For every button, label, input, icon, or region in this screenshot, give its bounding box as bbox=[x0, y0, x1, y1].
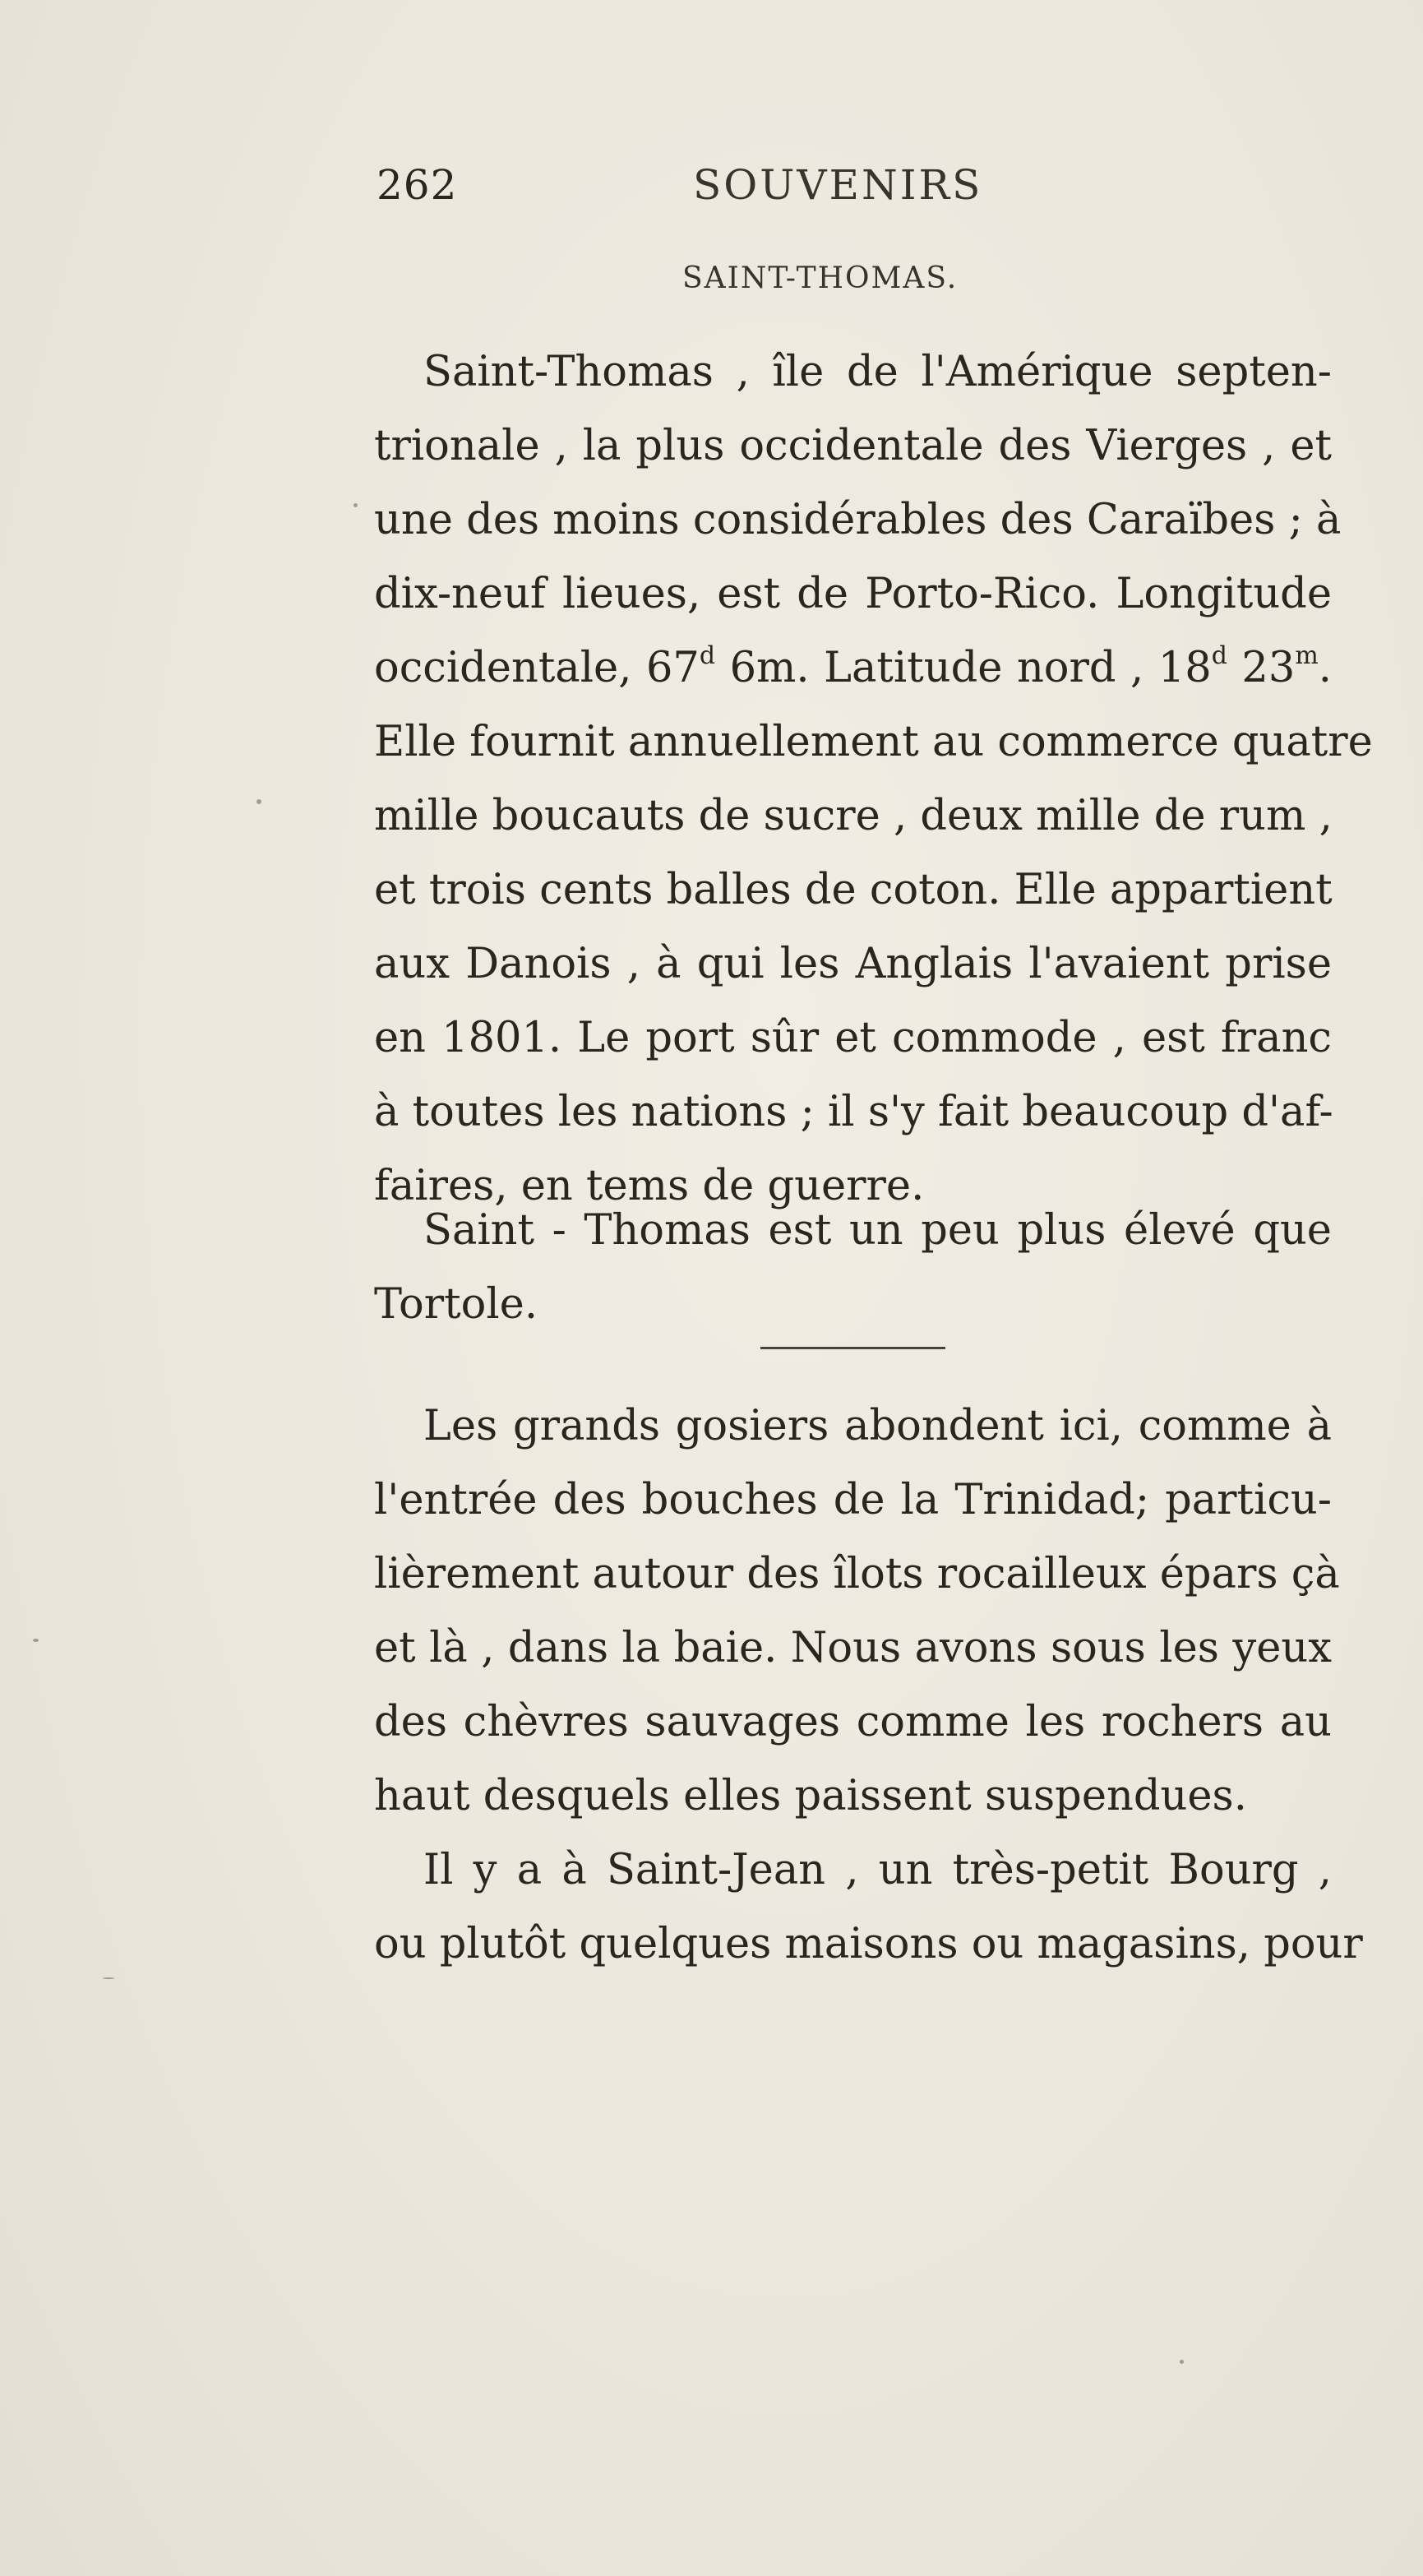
text-line: et trois cents balles de coton. Elle appartient bbox=[374, 866, 1333, 914]
text-line: lièrement autour des îlots rocailleux épars çà bbox=[374, 1550, 1340, 1598]
text-line: Saint - Thomas est un peu plus élevé que bbox=[423, 1206, 1332, 1255]
text-line: Elle fournit annuellement au commerce quatre bbox=[374, 718, 1373, 766]
minute-mark: m bbox=[1295, 641, 1319, 670]
text-line: trionale , la plus occidentale des Vierges , et bbox=[374, 422, 1332, 470]
paragraph-elevation bbox=[374, 1194, 1332, 1342]
text-line: l'entrée des bouches de la Trinidad; particu- bbox=[374, 1476, 1332, 1524]
section-heading: SAINT-THOMAS. bbox=[682, 261, 959, 295]
section-divider bbox=[760, 1347, 945, 1349]
paper-speck bbox=[103, 1977, 114, 1979]
text-line: Il y a à Saint-Jean , un très-petit Bourg , bbox=[423, 1846, 1332, 1894]
text-line: dix-neuf lieues, est de Porto-Rico. Longitude bbox=[374, 570, 1332, 618]
longitude-text: occidentale, 67 bbox=[374, 644, 700, 692]
text-line-coordinates bbox=[374, 631, 1332, 705]
text-line: en 1801. Le port sûr et commode , est franc bbox=[374, 1014, 1332, 1062]
text-line: des chèvres sauvages comme les rochers au bbox=[374, 1698, 1332, 1746]
paper-speck bbox=[1180, 2360, 1184, 2364]
paragraph-saint-thomas-description bbox=[374, 335, 1373, 1223]
paragraph-saint-jean bbox=[374, 1834, 1363, 1982]
text-line: Les grands gosiers abondent ici, comme à bbox=[423, 1402, 1332, 1450]
latitude-text: 6m. Latitude nord , 18 bbox=[715, 644, 1212, 692]
page-number: 262 bbox=[377, 161, 458, 209]
paper-speck bbox=[353, 503, 358, 507]
text-line: ou plutôt quelques maisons ou magasins, pour bbox=[374, 1920, 1363, 1968]
text-line: mille boucauts de sucre , deux mille de rum , bbox=[374, 792, 1333, 840]
paper-speck bbox=[256, 799, 261, 804]
text-line: haut desquels elles paissent suspendues. bbox=[374, 1772, 1247, 1820]
latitude-minutes: 23 bbox=[1227, 644, 1296, 692]
text-line: une des moins considérables des Caraïbes ; à bbox=[374, 496, 1342, 544]
text-line: à toutes les nations ; il s'y fait beaucoup d'af- bbox=[374, 1088, 1333, 1136]
text-line: et là , dans la baie. Nous avons sous les yeux bbox=[374, 1624, 1332, 1672]
degree-mark: d bbox=[1211, 641, 1227, 670]
paragraph-gosiers bbox=[374, 1390, 1340, 1834]
running-head bbox=[377, 161, 1330, 219]
text-line: aux Danois , à qui les Anglais l'avaient prise bbox=[374, 940, 1332, 988]
text-line: Saint-Thomas , île de l'Amérique septen- bbox=[423, 348, 1332, 396]
degree-mark: d bbox=[699, 641, 716, 670]
text-line: faires, en tems de guerre. bbox=[374, 1162, 925, 1210]
paper-speck bbox=[33, 1639, 39, 1642]
running-title: SOUVENIRS bbox=[693, 161, 983, 209]
text-line: Tortole. bbox=[374, 1280, 538, 1329]
sentence-end: . bbox=[1318, 644, 1333, 692]
